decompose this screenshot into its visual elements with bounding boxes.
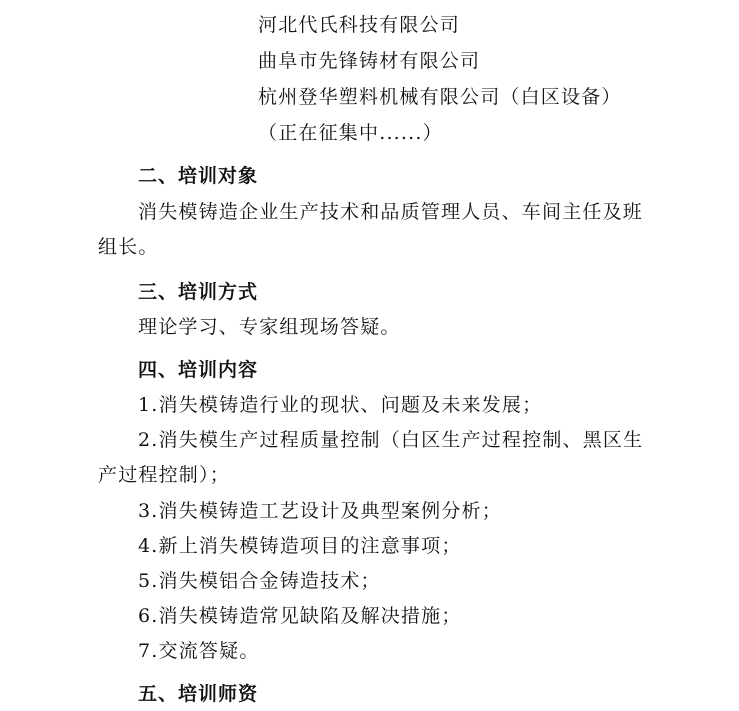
paragraph-training-target-line-1: 消失模铸造企业生产技术和品质管理人员、车间主任及班: [138, 201, 644, 223]
company-line-4: （正在征集中......）: [258, 122, 443, 144]
content-item-4: 4.新上消失模铸造项目的注意事项；: [138, 535, 462, 557]
company-line-3: 杭州登华塑料机械有限公司（白区设备）: [258, 86, 622, 108]
paragraph-training-target-line-2: 组长。: [98, 236, 159, 258]
content-item-6: 6.消失模铸造常见缺陷及解决措施；: [138, 605, 462, 627]
content-item-3: 3.消失模铸造工艺设计及典型案例分析；: [138, 500, 502, 522]
company-line-1: 河北代氏科技有限公司: [258, 14, 461, 36]
content-item-7: 7.交流答疑。: [138, 640, 260, 662]
paragraph-training-method: 理论学习、专家组现场答疑。: [138, 316, 401, 338]
content-item-2: 2.消失模生产过程质量控制（白区生产过程控制、黑区生: [138, 429, 644, 451]
content-item-2-continued: 产过程控制）；: [98, 464, 230, 486]
section-heading-training-method: 三、培训方式: [138, 281, 259, 303]
section-heading-trainers: 五、培训师资: [138, 683, 259, 705]
section-heading-training-target: 二、培训对象: [138, 165, 259, 187]
content-item-1: 1.消失模铸造行业的现状、问题及未来发展；: [138, 394, 543, 416]
content-item-5: 5.消失模铝合金铸造技术；: [138, 570, 381, 592]
company-line-2: 曲阜市先锋铸材有限公司: [258, 50, 481, 72]
section-heading-training-content: 四、培训内容: [138, 359, 259, 381]
